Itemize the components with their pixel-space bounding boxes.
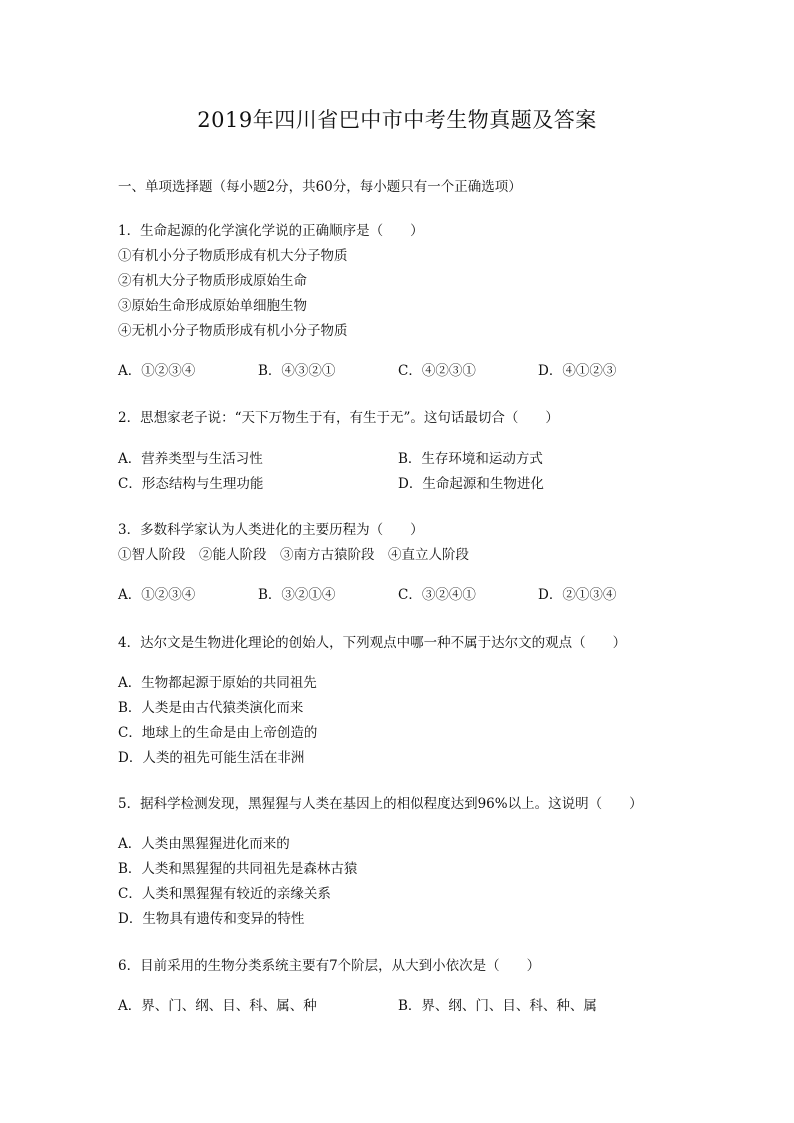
- question-1-item: ③原始生命形成原始单细胞生物: [118, 298, 307, 314]
- question-1-stem: 1．生命起源的化学演化学说的正确顺序是（ ）: [118, 223, 424, 239]
- question-6-option-a: A．界、门、纲、目、科、属、种: [118, 998, 317, 1014]
- question-4-stem: 4．达尔文是生物进化理论的创始人，下列观点中哪一种不属于达尔文的观点（ ）: [118, 635, 627, 651]
- question-5-option-a: A．人类由黑猩猩进化而来的: [118, 836, 290, 852]
- question-3-stem: 3．多数科学家认为人类进化的主要历程为（ ）: [118, 522, 424, 538]
- page-title: 2019年四川省巴中市中考生物真题及答案: [197, 108, 597, 132]
- question-4-option-b: B．人类是由古代猿类演化而来: [118, 700, 304, 716]
- question-3-option-c: C．③②④①: [398, 587, 476, 603]
- question-2-option-d: D．生命起源和生物进化: [398, 476, 544, 492]
- question-4-option-a: A．生物都起源于原始的共同祖先: [118, 675, 317, 691]
- question-1-item: ①有机小分子物质形成有机大分子物质: [118, 248, 348, 264]
- question-5-option-c: C．人类和黑猩猩有较近的亲缘关系: [118, 886, 331, 902]
- question-6-option-b: B．界、纲、门、目、科、种、属: [398, 998, 597, 1014]
- question-4-option-d: D．人类的祖先可能生活在非洲: [118, 750, 305, 766]
- question-2-option-b: B．生存环境和运动方式: [398, 451, 543, 467]
- question-1-option-a: A．①②③④: [118, 363, 196, 379]
- question-1-option-d: D．④①②③: [538, 363, 617, 379]
- question-3-option-a: A．①②③④: [118, 587, 196, 603]
- question-4-option-c: C．地球上的生命是由上帝创造的: [118, 725, 318, 741]
- question-3-option-d: D．②①③④: [538, 587, 617, 603]
- question-2-option-a: A．营养类型与生活习性: [118, 451, 263, 467]
- question-1-option-b: B．④③②①: [258, 363, 336, 379]
- question-5-stem: 5．据科学检测发现，黑猩猩与人类在基因上的相似程度达到96%以上。这说明（ ）: [118, 796, 643, 812]
- question-2-stem: 2．思想家老子说：“天下万物生于有，有生于无”。这句话最切合（ ）: [118, 410, 559, 426]
- question-3-option-b: B．③②①④: [258, 587, 336, 603]
- question-1-option-c: C．④②③①: [398, 363, 476, 379]
- section-heading: 一、单项选择题（每小题2分，共60分，每小题只有一个正确选项）: [118, 179, 522, 195]
- question-6-stem: 6．目前采用的生物分类系统主要有7个阶层，从大到小依次是（ ）: [118, 958, 541, 974]
- question-5-option-d: D．生物具有遗传和变异的特性: [118, 911, 305, 927]
- question-1-item: ④无机小分子物质形成有机小分子物质: [118, 323, 348, 339]
- question-1-item: ②有机大分子物质形成原始生命: [118, 273, 307, 289]
- question-5-option-b: B．人类和黑猩猩的共同祖先是森林古猿: [118, 861, 358, 877]
- question-3-items: ①智人阶段 ②能人阶段 ③南方古猿阶段 ④直立人阶段: [118, 547, 469, 563]
- question-2-option-c: C．形态结构与生理功能: [118, 476, 264, 492]
